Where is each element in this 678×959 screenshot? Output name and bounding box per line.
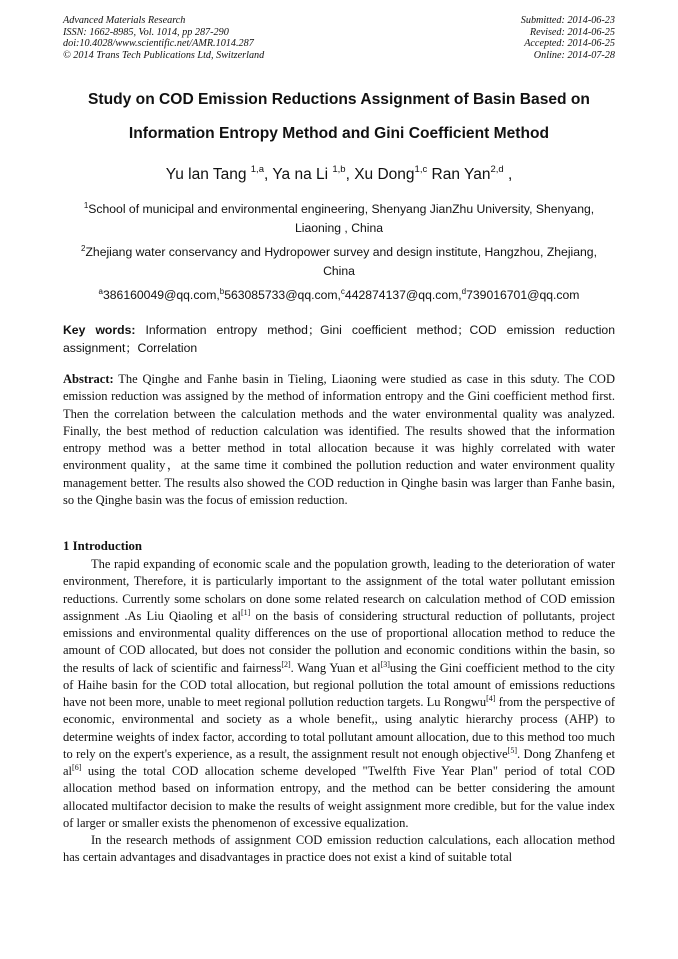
intro-text: using the total COD allocation scheme developed "Twelfth Five Year Plan" period of total COD allocation method based on information entropy, and the method can be better considering the amount allocated multifactor decision to make the results of weight assignment more credible, but for the value index of larger or smaller exists the phenomenon of excessive equalization. [63,764,615,830]
author-separator: , [263,166,273,183]
dates-header [521,15,615,61]
citation-ref[interactable]: [6] [72,763,82,772]
author-affil-sup: 2,d [490,164,504,175]
intro-text: . Dong Zhanfeng et al [63,746,615,778]
author-name: Ran Yan [431,166,491,183]
email-sup: b [219,287,225,296]
author-list [40,166,638,184]
intro-text: using the Gini coefficient method to the city of Haihe basin for the COD total allocation, but regional pollution the total amount of emissions reductions have not been more, unable to meet regional pollution reduction targets. Lu Rongwu [63,660,615,709]
author-affil-sup: 1,b [332,164,346,175]
abstract-text: The Qinghe and Fanhe basin in Tieling, Liaoning were studied as case in this sduty. The COD emission reduction was assigned by the method of information entropy and the Gini coefficient method first. Then the correlation between the calculation methods and the water environmental quality was analyzed. Finally, the best method of reduction calculation was identified. The results showed that the information entropy method was a better method in total allocation because it was highly correlated with water environment quality，at the same time it combined the pollution reduction and water environment quality management better. The results also showed the COD reduction in Qinghe basin was larger than Fanhe basin, so the Qinghe basin was the focus of emission reduction. [63,372,615,507]
intro-paragraph-1 [63,556,615,832]
introduction-body [63,556,615,867]
keywords-label: Key words: [63,323,136,337]
paper-title-line-2: Information Entropy Method and Gini Coefficient Method [128,125,550,142]
abstract [63,371,615,509]
author-separator: , [503,166,513,183]
citation-ref[interactable]: [1] [241,607,251,617]
affiliation-text: School of municipal and environmental engineering, Shenyang JianZhu University, Shenyang, Liaoning , China [88,202,595,235]
author-affil-sup: 1,c [414,164,428,175]
citation-ref[interactable]: [5] [507,745,517,755]
keywords-text: Information entropy method；Gini coefficient method；COD emission reduction assignment；Correlation [63,323,615,355]
author-affil-sup: 1,a [250,164,264,175]
author-separator: , [345,166,355,183]
affiliation-sup: 1 [83,201,89,210]
affiliation-text: Zhejiang water conservancy and Hydropower survey and design institute, Hangzhou, Zhejiang, China [85,245,597,278]
affiliation-1 [70,200,608,238]
email-sup: d [461,287,467,296]
author-name: Xu Dong [354,166,415,183]
intro-text: on the basis of considering structural reduction of pollutants, project emissions and environmental quality differences on the use of proportional allocation method to reduce the amount of COD allocated, but does not consider the pollution and economic conditions within the basin, so the results of lack of scientific and fairness [63,608,615,675]
intro-text: from the perspective of economic, environmental and society as a whole benefit,, using analytic hierarchy process (AHP) to determine weights of index factor, according to total pollutant amount allocation, due to this method too much to rely on the expert's experience, as a result, the assignment result not enough objective [63,695,615,761]
email-address[interactable]: 442874137@qq.com, [344,288,462,302]
accepted-date: Accepted: 2014-06-25 [524,38,615,50]
paper-title-line-1: Study on COD Emission Reductions Assignment of Basin Based on [88,91,590,108]
journal-header [63,15,264,61]
online-date: Online: 2014-07-28 [533,49,615,61]
citation-ref[interactable]: [4] [486,694,496,703]
email-address[interactable]: 739016701@qq.com [466,288,580,302]
author-name: Ya na Li [272,166,333,183]
issn-line: ISSN: 1662-8985, Vol. 1014, pp 287-290 [63,26,229,38]
copyright-line: © 2014 Trans Tech Publications Ltd, Switzerland [63,49,265,61]
citation-ref[interactable]: [2] [281,659,291,669]
keywords [63,321,615,357]
affiliation-2 [70,243,608,281]
email-sup: c [340,287,345,296]
intro-paragraph-2: In the research methods of assignment COD emission reduction calculations, each allocation method has certain advantages and disadvantages in practice does not exist a kind of suitable total [63,833,615,865]
section-heading-introduction: 1 Introduction [63,539,143,553]
intro-text: . Wang Yuan et al [290,660,381,675]
email-sup: a [98,287,103,296]
email-address[interactable]: 386160049@qq.com, [103,288,220,302]
affiliation-sup: 2 [81,244,86,253]
abstract-label: Abstract: [63,372,114,386]
intro-text: The rapid expanding of economic scale and the population growth, leading to the deterioration of water environment, Therefore, it is particularly important to the assignment of the total water pollutant emission reductions. Currently some scholars on done some related research on calculation method of COD emission assignment .As Liu Qiaoling et al [63,557,615,623]
author-name: Yu lan Tang [165,166,251,183]
revised-date: Revised: 2014-06-25 [529,26,615,38]
email-list [70,286,608,305]
doi-line: doi:10.4028/www.scientific.net/AMR.1014.287 [63,38,254,50]
email-address[interactable]: 563085733@qq.com, [224,288,341,302]
submitted-date: Submitted: 2014-06-23 [520,15,615,26]
journal-name: Advanced Materials Research [63,15,186,26]
citation-ref[interactable]: [3] [380,659,390,669]
